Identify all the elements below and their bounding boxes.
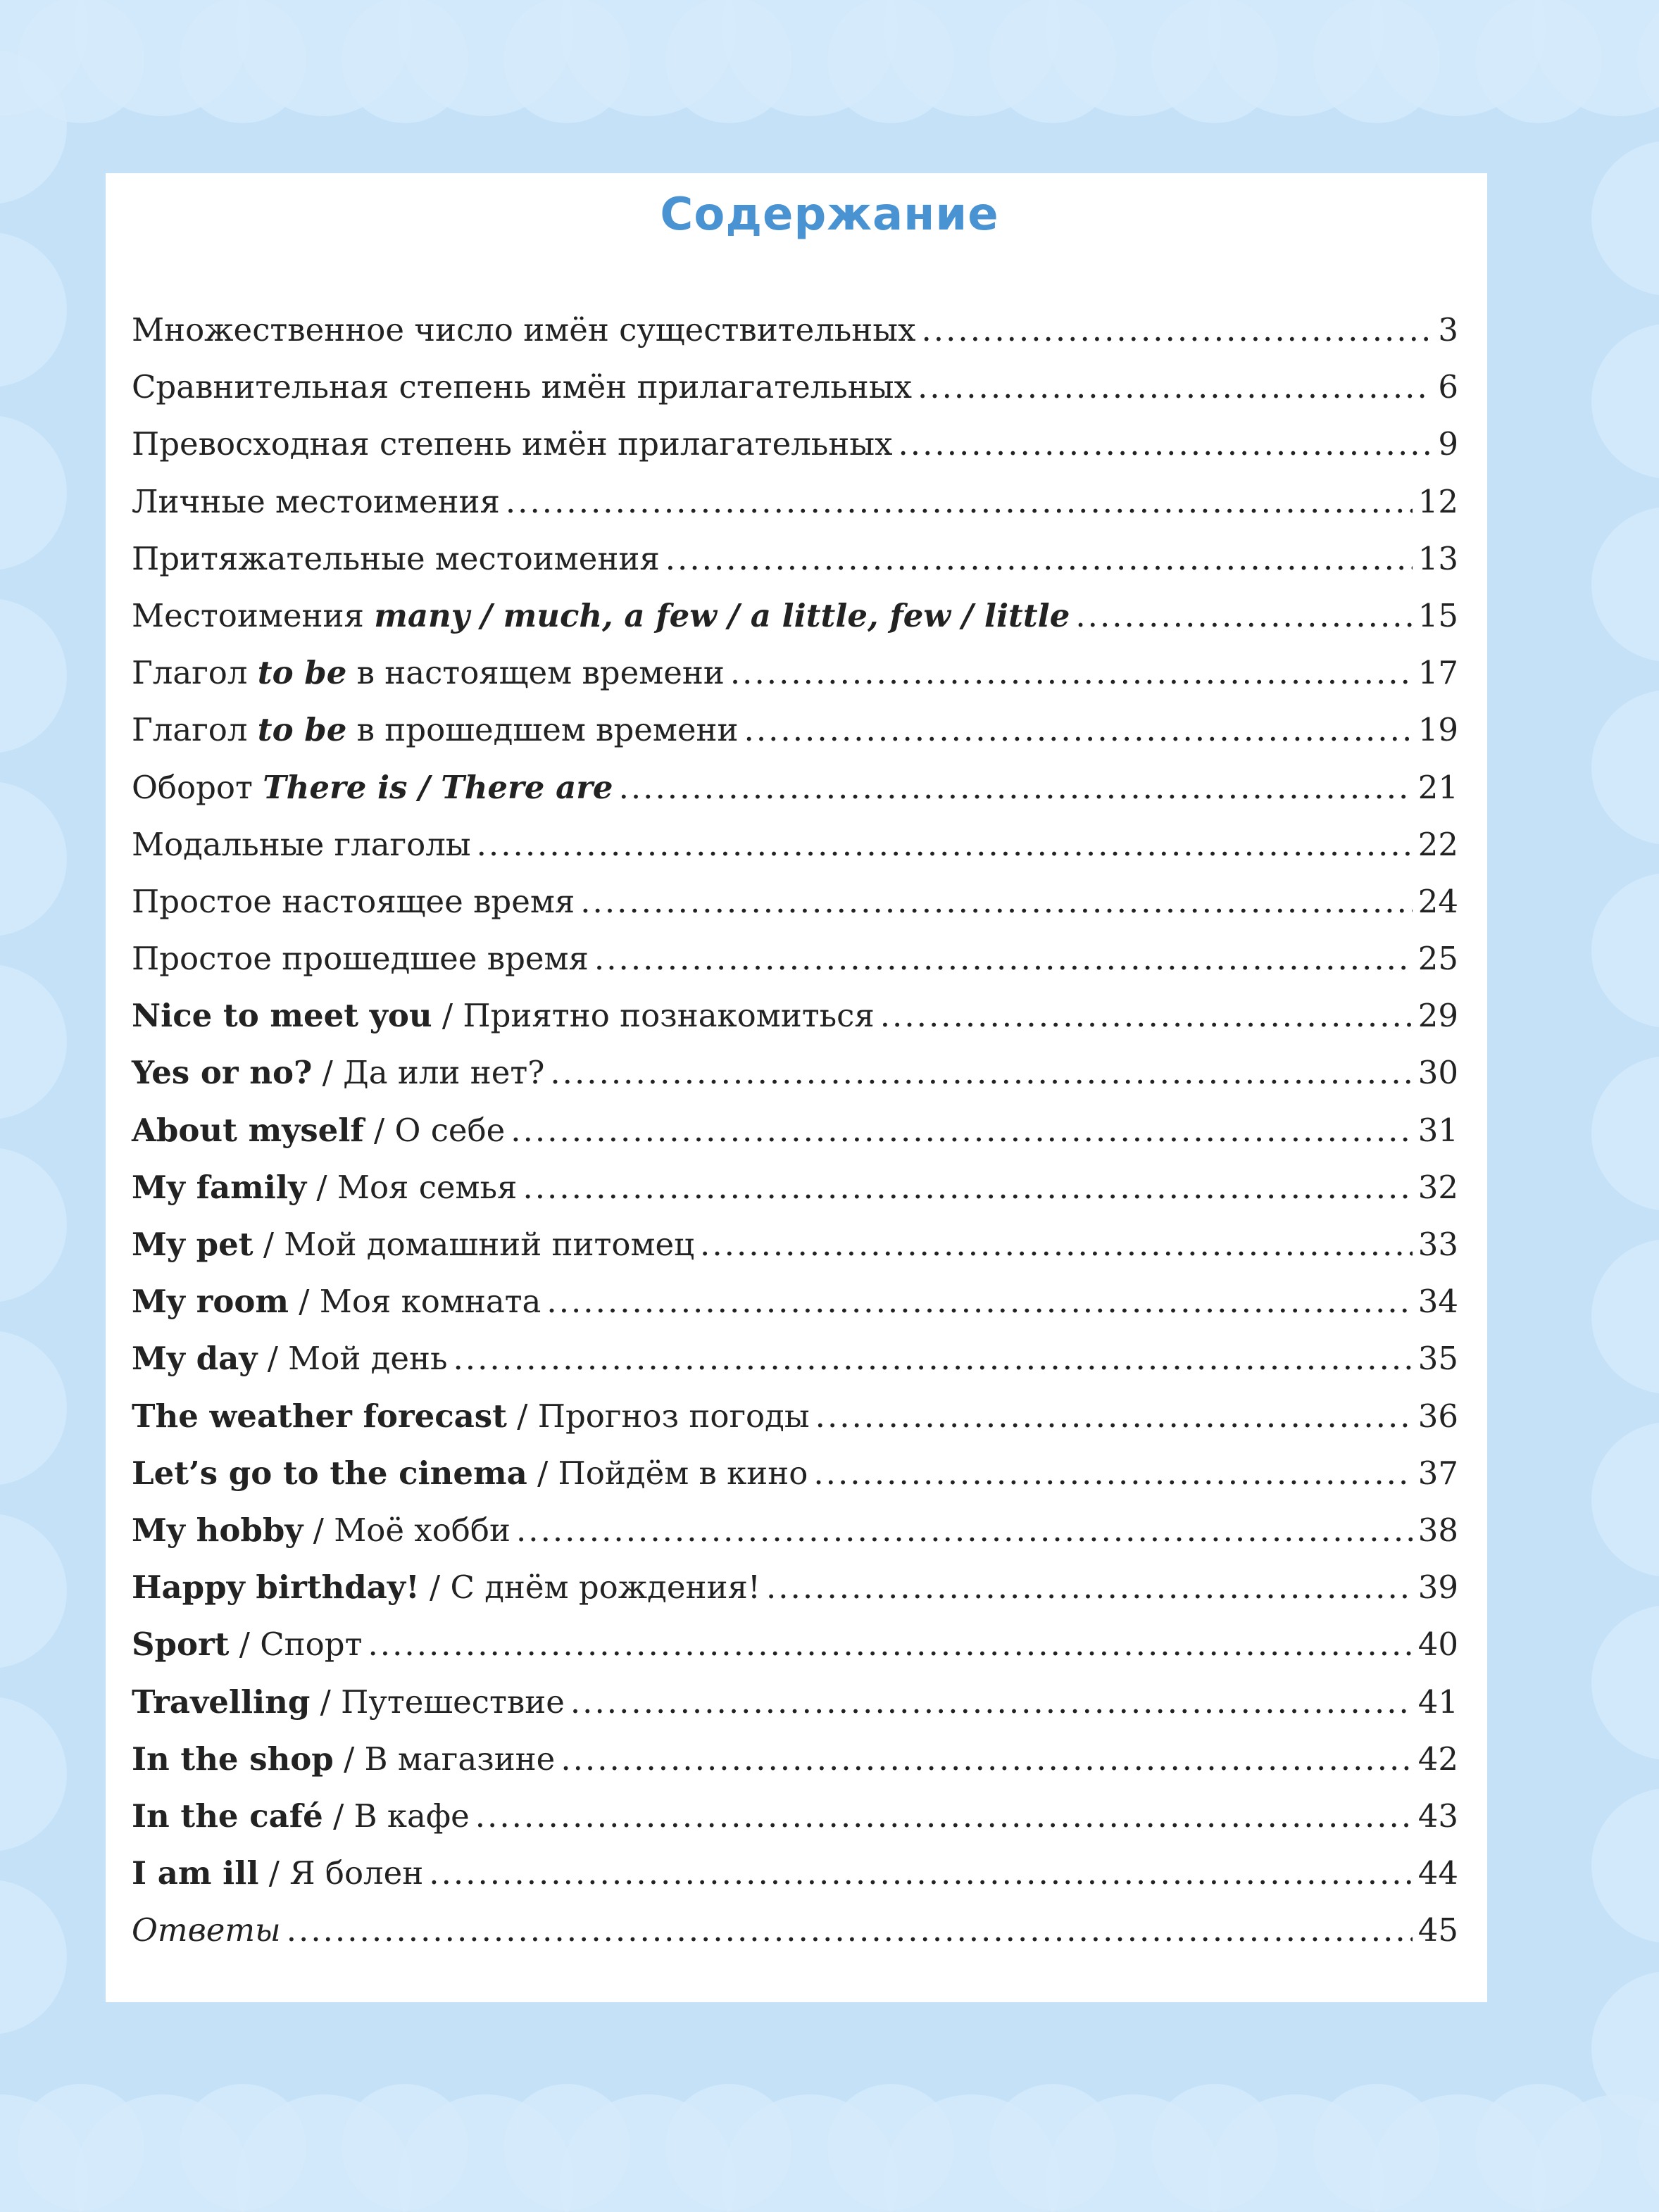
- dot-leader: [368, 1616, 1412, 1673]
- toc-page-number: 40: [1417, 1626, 1458, 1664]
- toc-entry[interactable]: [132, 701, 1458, 758]
- dot-leader: [546, 1273, 1412, 1330]
- toc-page-number: 35: [1417, 1340, 1458, 1378]
- decorative-bubble: [1591, 690, 1659, 845]
- dot-leader: [813, 1445, 1412, 1502]
- toc-page-number: 6: [1438, 368, 1458, 406]
- toc-entry-english: My pet: [132, 1226, 253, 1263]
- toc-entry-text: Оборот: [132, 768, 263, 806]
- toc-entry-title: [132, 987, 875, 1044]
- decorative-bubble: [0, 1697, 67, 1852]
- decorative-bubble: [0, 232, 67, 387]
- dot-leader: [922, 301, 1433, 358]
- toc-entry[interactable]: [132, 1388, 1458, 1445]
- toc-entry-title: [132, 530, 660, 587]
- toc-entry-title: [132, 358, 912, 415]
- toc-entry-title: [132, 1159, 517, 1216]
- decorative-bubble: [1591, 1056, 1659, 1211]
- toc-entry-title: [132, 1673, 565, 1730]
- toc-entry[interactable]: [132, 1787, 1458, 1845]
- decorative-bubble: [0, 1514, 67, 1669]
- toc-entry-english: Let’s go to the cinema: [132, 1454, 527, 1492]
- toc-page-number: 45: [1417, 1911, 1458, 1949]
- toc-entry-english: In the shop: [132, 1740, 334, 1778]
- toc-page-number: 36: [1417, 1397, 1458, 1435]
- decorative-bubble: [1591, 873, 1659, 1028]
- toc-entry[interactable]: [132, 530, 1458, 587]
- toc-entry-english: My hobby: [132, 1511, 303, 1549]
- toc-page-number: 9: [1438, 425, 1458, 463]
- toc-entry-title: [132, 1502, 511, 1559]
- dot-leader: [516, 1502, 1413, 1559]
- dot-leader: [287, 1902, 1413, 1959]
- toc-entry-term: to be: [257, 711, 347, 749]
- toc-entry[interactable]: [132, 415, 1458, 472]
- toc-page-number: 13: [1417, 539, 1458, 577]
- toc-entry-russian: / Спорт: [229, 1626, 363, 1664]
- toc-page-number: 34: [1417, 1283, 1458, 1321]
- toc-entry-english: Yes or no?: [132, 1054, 313, 1092]
- dot-leader: [506, 473, 1413, 530]
- toc-entry[interactable]: [132, 358, 1458, 415]
- toc-entry-text: Ответы: [132, 1911, 281, 1949]
- toc-entry-title: [132, 816, 471, 873]
- toc-entry[interactable]: [132, 1616, 1458, 1673]
- toc-entry[interactable]: [132, 1330, 1458, 1387]
- toc-page-number: 15: [1417, 596, 1458, 634]
- decorative-bubble: [0, 1880, 67, 2035]
- toc-entry-russian: / Мой день: [257, 1340, 448, 1378]
- toc-entry[interactable]: [132, 1102, 1458, 1159]
- dot-leader: [1075, 587, 1412, 644]
- dot-leader: [477, 816, 1413, 873]
- toc-page-number: 41: [1417, 1683, 1458, 1721]
- dot-leader: [453, 1330, 1412, 1387]
- toc-entry-english: My family: [132, 1168, 307, 1206]
- toc-page-number: 17: [1417, 654, 1458, 692]
- toc-entry-term: There is / There are: [263, 768, 613, 806]
- decorative-bubble: [0, 781, 67, 936]
- decorative-bubble: [1591, 1605, 1659, 1760]
- dot-leader: [815, 1388, 1413, 1445]
- toc-page-number: 37: [1417, 1454, 1458, 1492]
- toc-entry-title: [132, 1388, 810, 1445]
- toc-entry-russian: / В кафе: [323, 1797, 470, 1835]
- toc-page-number: 44: [1417, 1854, 1458, 1892]
- toc-entry-title: [132, 873, 575, 930]
- toc-entry-english: Travelling: [132, 1683, 311, 1721]
- toc-entry-text: Глагол: [132, 711, 258, 749]
- toc-entry-title: [132, 930, 589, 987]
- dot-leader: [570, 1673, 1413, 1730]
- toc-entry-russian: / В магазине: [333, 1740, 556, 1778]
- toc-entry-text: Глагол: [132, 654, 258, 692]
- toc-entry-russian: / Путешествие: [310, 1683, 565, 1721]
- toc-entry-term: to be: [257, 654, 347, 692]
- toc-page-number: 38: [1417, 1511, 1458, 1549]
- toc-page-number: 25: [1417, 940, 1458, 978]
- toc-entry-russian: / Приятно познакомиться: [432, 997, 875, 1035]
- dot-leader: [561, 1730, 1412, 1787]
- toc-entry-text: в прошедшем времени: [346, 711, 739, 749]
- toc-entry[interactable]: [132, 1159, 1458, 1216]
- toc-page-number: 29: [1417, 997, 1458, 1035]
- toc-entry-title: [132, 1559, 760, 1616]
- toc-entry-title: [132, 1730, 555, 1787]
- toc-entry-text: Сравнительная степень имён прилагательных: [132, 368, 912, 406]
- toc-entry[interactable]: [132, 301, 1458, 358]
- dot-leader: [700, 1216, 1413, 1273]
- dot-leader: [665, 530, 1413, 587]
- toc-entry-english: I am ill: [132, 1854, 259, 1892]
- toc-entry-english: Sport: [132, 1626, 230, 1664]
- toc-entry-title: [132, 587, 1070, 644]
- decorative-bubble: [0, 964, 67, 1119]
- decorative-bubble: [0, 598, 67, 753]
- dot-leader: [580, 873, 1413, 930]
- toc-entry[interactable]: [132, 873, 1458, 930]
- toc-entry-english: My room: [132, 1283, 289, 1321]
- toc-entry-title: [132, 1273, 541, 1330]
- toc-page-number: 24: [1417, 882, 1458, 920]
- toc-entry-text: Модальные глаголы: [132, 825, 471, 863]
- toc-entry[interactable]: [132, 1216, 1458, 1273]
- toc-entry[interactable]: [132, 930, 1458, 987]
- toc-entry[interactable]: [132, 987, 1458, 1044]
- toc-page-number: 30: [1417, 1054, 1458, 1092]
- toc-page-number: 39: [1417, 1569, 1458, 1607]
- toc-entry[interactable]: [132, 1559, 1458, 1616]
- toc-entry-russian: / Я болен: [258, 1854, 424, 1892]
- toc-entry[interactable]: [132, 1845, 1458, 1902]
- dot-leader: [522, 1159, 1412, 1216]
- toc-page-number: 33: [1417, 1226, 1458, 1263]
- dot-leader: [918, 358, 1432, 415]
- toc-entry-title: [132, 1445, 808, 1502]
- toc-page-number: 31: [1417, 1111, 1458, 1149]
- toc-entry[interactable]: [132, 587, 1458, 644]
- toc-entry-title: [132, 701, 739, 758]
- decorative-bubble: [1591, 1788, 1659, 1943]
- toc-entry-text: Превосходная степень имён прилагательных: [132, 425, 893, 463]
- dot-leader: [898, 415, 1432, 472]
- decorative-bubble: [0, 1331, 67, 1485]
- toc-entry-term: many / much, a few / a little, few / little: [374, 596, 1070, 634]
- dot-leader: [594, 930, 1413, 987]
- toc-entry[interactable]: [132, 1273, 1458, 1330]
- dot-leader: [730, 644, 1413, 701]
- toc-entry-title: [132, 301, 916, 358]
- toc-entry-title: [132, 473, 500, 530]
- dot-leader: [880, 987, 1413, 1044]
- toc-entry-text: в настоящем времени: [346, 654, 725, 692]
- toc-entry-text: Местоимения: [132, 596, 375, 634]
- table-of-contents: [132, 301, 1458, 1959]
- toc-entry[interactable]: [132, 644, 1458, 701]
- toc-entry-title: [132, 1616, 362, 1673]
- toc-entry-russian: / О себе: [363, 1111, 506, 1149]
- decorative-bubble: [0, 415, 67, 570]
- dot-leader: [429, 1845, 1412, 1902]
- toc-entry-english: The weather forecast: [132, 1397, 507, 1435]
- decorative-bubble: [1591, 507, 1659, 662]
- toc-page-number: 19: [1417, 711, 1458, 749]
- toc-entry[interactable]: [132, 1445, 1458, 1502]
- toc-entry[interactable]: [132, 1673, 1458, 1730]
- toc-entry[interactable]: [132, 1730, 1458, 1787]
- toc-entry-title: [132, 759, 613, 816]
- toc-entry-title: [132, 1330, 447, 1387]
- toc-page-number: 43: [1417, 1797, 1458, 1835]
- toc-entry-text: Личные местоимения: [132, 482, 500, 520]
- toc-entry-title: [132, 1044, 544, 1101]
- toc-entry-russian: / С днём рождения!: [419, 1569, 760, 1607]
- toc-entry-title: [132, 1216, 694, 1273]
- toc-entry-text: Простое настоящее время: [132, 882, 575, 920]
- toc-entry-english: About myself: [132, 1111, 364, 1149]
- toc-entry-title: [132, 644, 725, 701]
- toc-entry-text: Притяжательные местоимения: [132, 539, 660, 577]
- dot-leader: [766, 1559, 1413, 1616]
- toc-entry-english: Happy birthday!: [132, 1569, 420, 1607]
- dot-leader: [744, 701, 1413, 758]
- toc-page-number: 42: [1417, 1740, 1458, 1778]
- toc-entry-russian: / Прогноз погоды: [506, 1397, 810, 1435]
- toc-page-number: 22: [1417, 825, 1458, 863]
- page-title: Содержание: [660, 189, 999, 241]
- toc-entry-english: In the café: [132, 1797, 323, 1835]
- toc-entry-title: [132, 1902, 281, 1959]
- toc-entry[interactable]: [132, 473, 1458, 530]
- toc-entry-russian: / Моя комната: [288, 1283, 541, 1321]
- dot-leader: [475, 1787, 1413, 1845]
- decorative-bubble: [0, 1148, 67, 1302]
- dot-leader: [550, 1044, 1412, 1101]
- toc-entry-english: My day: [132, 1340, 258, 1378]
- toc-entry-russian: / Пойдём в кино: [527, 1454, 808, 1492]
- decorative-bubble: [1591, 324, 1659, 479]
- toc-entry-russian: / Да или нет?: [312, 1054, 545, 1092]
- toc-entry-title: [132, 1787, 470, 1845]
- toc-entry-russian: / Моя семья: [306, 1168, 518, 1206]
- toc-entry-text: Множественное число имён существительных: [132, 311, 916, 348]
- decorative-bubble: [1591, 1239, 1659, 1394]
- dot-leader: [511, 1102, 1412, 1159]
- toc-page-number: 3: [1438, 311, 1458, 348]
- decorative-bubble: [1591, 1422, 1659, 1577]
- toc-entry-russian: / Мой домашний питомец: [253, 1226, 695, 1263]
- toc-page-number: 12: [1417, 482, 1458, 520]
- toc-entry[interactable]: [132, 816, 1458, 873]
- toc-entry[interactable]: [132, 1044, 1458, 1101]
- toc-entry-title: [132, 1845, 423, 1902]
- toc-entry-russian: / Моё хобби: [303, 1511, 511, 1549]
- toc-entry-title: [132, 415, 892, 472]
- toc-entry-title: [132, 1102, 505, 1159]
- toc-entry-english: Nice to meet you: [132, 997, 432, 1035]
- toc-entry[interactable]: [132, 1502, 1458, 1559]
- toc-entry[interactable]: [132, 759, 1458, 816]
- toc-entry[interactable]: [132, 1902, 1458, 1959]
- dot-leader: [619, 759, 1413, 816]
- toc-entry-text: Простое прошедшее время: [132, 940, 589, 978]
- toc-page-number: 21: [1417, 768, 1458, 806]
- toc-page-number: 32: [1417, 1168, 1458, 1206]
